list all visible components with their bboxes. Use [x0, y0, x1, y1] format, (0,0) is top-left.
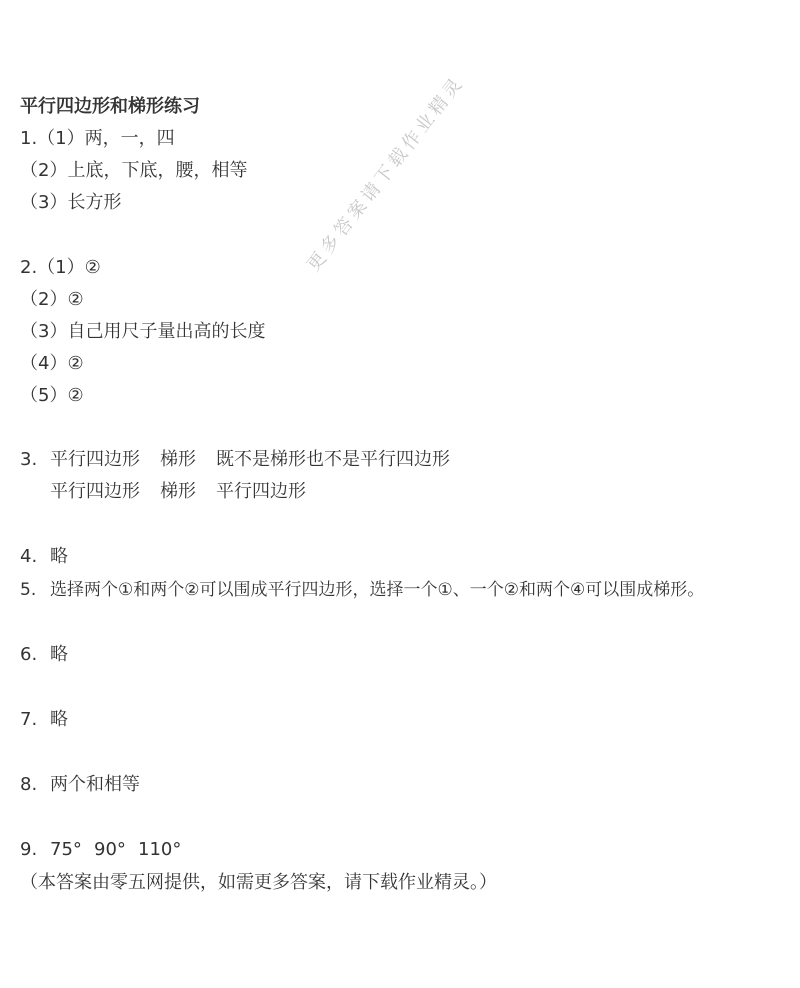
q2-line-5: （5）② — [20, 385, 84, 406]
q9-angle-2: 90° — [94, 839, 126, 860]
q3-row2-answer-3: 平行四边形 — [216, 481, 306, 502]
q9-line — [20, 838, 320, 862]
q4-answer: 略 — [50, 546, 68, 567]
q3-row-1 — [20, 448, 780, 472]
q9-angle-1: 75° — [50, 839, 82, 860]
q1-line-1: 1.（1）两，一，四 — [20, 128, 175, 149]
q5-number: 5. — [20, 580, 37, 600]
q7-number: 7. — [20, 709, 38, 730]
q9-number: 9. — [20, 839, 38, 860]
footer-note: （本答案由零五网提供，如需更多答案，请下载作业精灵。） — [20, 872, 497, 893]
q8-number: 8. — [20, 774, 38, 795]
q1-line-2: （2）上底，下底，腰，相等 — [20, 160, 248, 181]
q9-angle-3: 110° — [138, 839, 182, 860]
q5-answer: 选择两个①和两个②可以围成平行四边形，选择一个①、一个②和两个④可以围成梯形。 — [50, 580, 705, 600]
q3-row1-answer-2: 梯形 — [160, 449, 196, 470]
q3-row1-answer-3: 既不是梯形也不是平行四边形 — [216, 449, 450, 470]
q6-line — [20, 643, 68, 667]
q3-row2-answer-1: 平行四边形 — [50, 481, 140, 502]
q8-answer: 两个和相等 — [50, 774, 140, 795]
q6-number: 6. — [20, 644, 38, 665]
q2-line-3: （3）自己用尺子量出高的长度 — [20, 321, 266, 342]
q7-answer: 略 — [50, 709, 68, 730]
q7-line — [20, 708, 68, 732]
watermark: 更多答案请下载作业精灵 — [303, 71, 469, 276]
q3-row2-answer-2: 梯形 — [160, 481, 196, 502]
q2-line-2: （2）② — [20, 289, 84, 310]
q8-line — [20, 773, 140, 797]
q6-answer: 略 — [50, 644, 68, 665]
q4-number: 4. — [20, 546, 38, 567]
q2-line-4: （4）② — [20, 353, 84, 374]
q5-line — [20, 578, 704, 602]
page-title: 平行四边形和梯形练习 — [20, 96, 200, 117]
q4-line — [20, 545, 68, 569]
q1-line-3: （3）长方形 — [20, 192, 122, 213]
q3-number: 3. — [20, 449, 38, 470]
q2-line-1: 2.（1）② — [20, 257, 101, 278]
q3-row1-answer-1: 平行四边形 — [50, 449, 140, 470]
